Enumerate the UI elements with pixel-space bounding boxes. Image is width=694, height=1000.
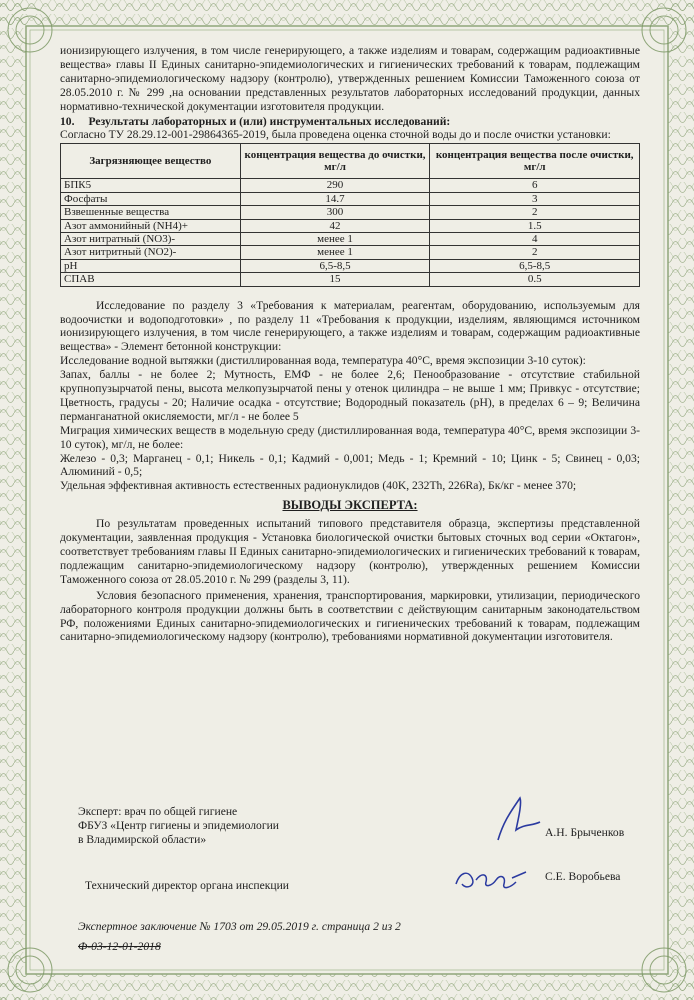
research-paragraph: Удельная эффективная активность естественных радионуклидов (40K, 232Th, 226Ra), Бк/кг - менее 370;: [60, 479, 577, 493]
expert-signature: [490, 790, 550, 850]
cell-after: 6,5-8,5: [430, 259, 640, 272]
cell-pollutant: Азот нитритный (NO2)-: [61, 246, 241, 259]
cell-before: менее 1: [240, 232, 430, 245]
cell-before: 300: [240, 206, 430, 219]
table-row: [61, 259, 640, 272]
section-10-heading: [60, 115, 640, 129]
document-body: [60, 44, 640, 644]
expert-region: в Владимирской области»: [78, 833, 207, 846]
intro-paragraph: ионизирующего излучения, в том числе генерирующего, а также изделиям и товарам, содержащим радиоактивные вещества» главы II Единых санитарно-эпидемиологических и гигиенических требований к товарам, подлежащим санитарно-эпидемиологическому надзору (контролю), утвержденных решением Комиссии Таможенного союза от 28.05.2010 г. № 299 ,на основании представленных результатов лабораторных исследований продукции, данных нормативно-технической документации изготовителя продукции.: [60, 44, 640, 113]
header-pollutant: Загрязняющее вещество: [61, 144, 241, 179]
header-after: концентрация вещества после очистки, мг/л: [430, 144, 640, 179]
conclusions-heading: ВЫВОДЫ ЭКСПЕРТА:: [282, 498, 418, 513]
expert-block: [78, 805, 279, 847]
cell-before: 290: [240, 179, 430, 192]
expert-org: ФБУЗ «Центр гигиены и эпидемиологии: [78, 819, 280, 832]
table-row: [61, 273, 640, 286]
table-row: [61, 246, 640, 259]
cell-pollutant: СПАВ: [61, 273, 241, 286]
table-row: [61, 219, 640, 232]
cell-after: 4: [430, 232, 640, 245]
research-paragraph: Запах, баллы - не более 2; Мутность, ЕМФ - не более 2,6; Пенообразование - отсутствие стабильной крупнопузырчатой пены, высота мелкопузырчатой пены у отенок цилиндра – не выше 1 мм; Привкус - отсутствие; Цветность, градусы - 20; Наличие осадка - отсутствие; Водородный показатель (рН), в пределах 6 – 9; Величина перманганатной окисляемости, мг/л - не более 5: [60, 368, 640, 423]
research-paragraph: Исследование по разделу 3 «Требования к материалам, реагентам, оборудованию, используемым для водоочистки и водоподготовки» , по разделу 11 «Требования к продукции, изделиям, являющимся источником ионизирующего излучения, в том числе генерирующего, а также изделиям и товарам, содержащим радиоактивные вещества» - Элемент бетонной конструкции:: [60, 298, 640, 354]
research-paragraph: Железо - 0,3; Марганец - 0,1; Никель - 0,1; Кадмий - 0,001; Медь - 1; Кремний - 10; Цинк - 5; Свинец - 0,03; Алюминий - 0,5;: [60, 451, 640, 479]
expert-title: Эксперт: врач по общей гигиене: [78, 805, 238, 818]
cell-pollutant: Азот нитратный (NO3)-: [61, 232, 241, 245]
cell-before: менее 1: [240, 246, 430, 259]
director-signature: [452, 862, 532, 898]
footer-reference: Экспертное заключение № 1703 от 29.05.2019 г. страница 2 из 2: [78, 920, 401, 933]
cell-pollutant: Взвешенные вещества: [61, 206, 241, 219]
conclusion-paragraph: По результатам проведенных испытаний типового представителя образца, экспертизы представленной документации, заявленная продукция - Установка биологической очистки бытовых сточных вод серии «Октагон», соответствует требованиям главы II Единых санитарно-эпидемиологических и гигиенических требований к товарам, подлежащим санитарно-эпидемиологическому надзору (контролю), утвержденных решением Комиссии Таможенного союза от 28.05.2010 г. № 299 (разделы 3, 11).: [60, 517, 640, 586]
table-row: [61, 192, 640, 205]
cell-after: 6: [430, 179, 640, 192]
director-name: С.Е. Воробьева: [545, 870, 621, 883]
table-row: [61, 179, 640, 192]
cell-after: 0.5: [430, 273, 640, 286]
research-paragraph: Исследование водной вытяжки (дистиллированная вода, температура 40°С, время экспозиции 3-10 суток):: [60, 354, 586, 368]
pollutant-table: [60, 143, 640, 286]
form-code: Ф-03-12-01-2018: [78, 940, 161, 953]
section-number: 10.: [60, 114, 75, 128]
section-title: Результаты лабораторных и (или) инструментальных исследований:: [88, 114, 451, 128]
cell-before: 6,5-8,5: [240, 259, 430, 272]
research-paragraph: Миграция химических веществ в модельную среду (дистиллированная вода, температура 40°С, время экспозиции 3-10 суток), мг/л, не более:: [60, 423, 640, 451]
cell-after: 1.5: [430, 219, 640, 232]
cell-pollutant: БПК5: [61, 179, 241, 192]
cell-before: 15: [240, 273, 430, 286]
section-10-text: Согласно ТУ 28.29.12-001-29864365-2019, была проведена оценка сточной воды до и после очистки установки:: [60, 128, 611, 142]
table-row: [61, 206, 640, 219]
cell-pollutant: pH: [61, 259, 241, 272]
cell-after: 3: [430, 192, 640, 205]
cell-before: 42: [240, 219, 430, 232]
table-row: [61, 232, 640, 245]
director-title: Технический директор органа инспекции: [85, 879, 290, 892]
expert-name: А.Н. Брыченков: [545, 826, 625, 839]
cell-pollutant: Азот аммонийный (NH4)+: [61, 219, 241, 232]
cell-before: 14.7: [240, 192, 430, 205]
conclusion-paragraph: Условия безопасного применения, хранения, транспортирования, маркировки, утилизации, периодического лабораторного контроля продукции должны быть в соответствии с действующим санитарным законодательством РФ, положениями Единых санитарно-эпидемиологических и гигиенических требований к товарам, подлежащим санитарно-эпидемиологическому надзору (контролю), требованиями нормативной документации изготовителя.: [60, 588, 640, 644]
cell-after: 2: [430, 246, 640, 259]
table-header-row: [61, 144, 640, 179]
header-before: концентрация вещества до очистки, мг/л: [240, 144, 430, 179]
cell-after: 2: [430, 206, 640, 219]
cell-pollutant: Фосфаты: [61, 192, 241, 205]
